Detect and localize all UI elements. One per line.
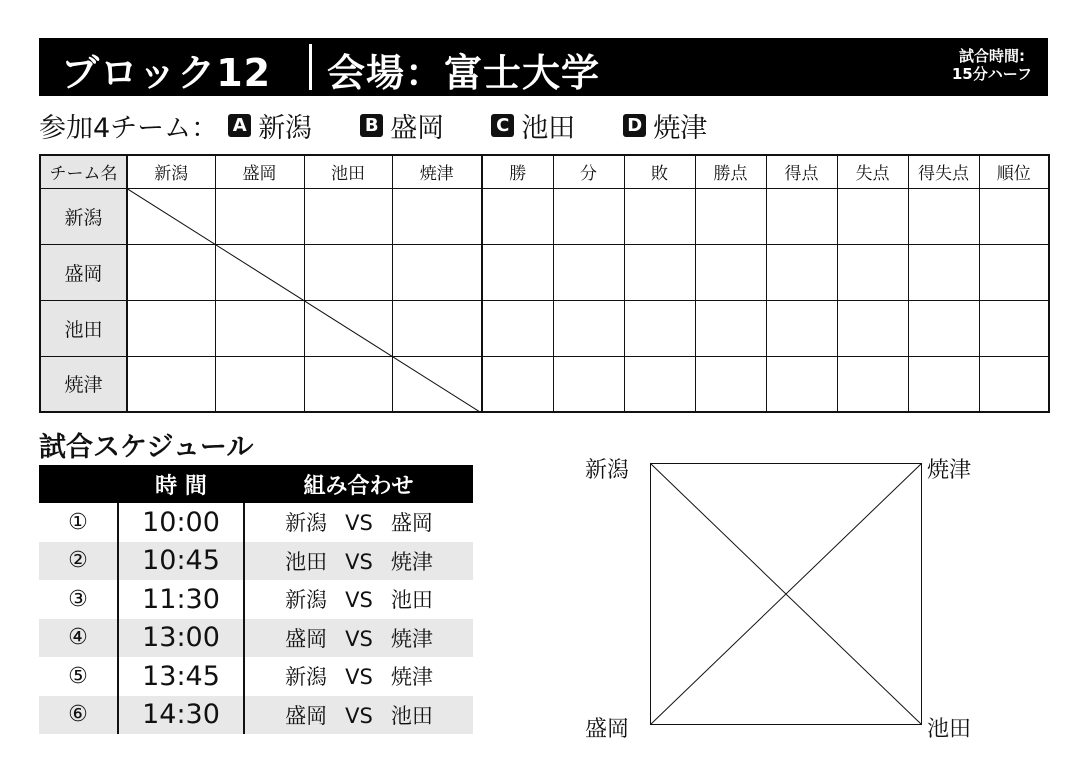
schedule-row bbox=[39, 503, 473, 542]
match-time: 13:00 bbox=[118, 619, 244, 658]
match-pairing bbox=[244, 696, 473, 735]
result-cell bbox=[215, 300, 304, 356]
match-time-note bbox=[952, 47, 1032, 83]
col-points: 勝点 bbox=[695, 155, 766, 188]
match-number: ⑤ bbox=[68, 663, 88, 689]
stat-cell bbox=[482, 244, 553, 300]
stat-cell bbox=[908, 356, 979, 412]
result-cell bbox=[127, 356, 215, 412]
away-team: 池田 bbox=[390, 703, 433, 728]
schedule-row bbox=[39, 542, 473, 581]
match-time: 10:00 bbox=[118, 503, 244, 542]
stat-cell bbox=[837, 300, 908, 356]
participants-label: 参加4チーム： bbox=[39, 112, 219, 144]
stat-cell bbox=[766, 188, 837, 244]
team-letter-badge: C bbox=[491, 114, 514, 137]
match-pairing bbox=[244, 580, 473, 619]
pairing-diagram bbox=[650, 463, 922, 725]
block-title: ブロック12 bbox=[61, 51, 272, 95]
stat-cell bbox=[482, 300, 553, 356]
stat-cell bbox=[695, 356, 766, 412]
stat-cell bbox=[624, 244, 695, 300]
col-goals-for: 得点 bbox=[766, 155, 837, 188]
schedule-row bbox=[39, 580, 473, 619]
schedule-row bbox=[39, 696, 473, 735]
schedule-title: 試合スケジュール bbox=[39, 432, 254, 463]
schedule-row bbox=[39, 657, 473, 696]
stat-cell bbox=[482, 356, 553, 412]
result-cell bbox=[215, 244, 304, 300]
stat-cell bbox=[766, 244, 837, 300]
result-cell bbox=[215, 356, 304, 412]
stat-cell bbox=[837, 356, 908, 412]
vs-label: VS bbox=[345, 549, 373, 574]
league-row bbox=[40, 244, 1049, 300]
away-team: 焼津 bbox=[390, 549, 433, 574]
home-team: 新潟 bbox=[285, 588, 328, 613]
match-time: 11:30 bbox=[118, 580, 244, 619]
header-divider bbox=[309, 44, 312, 90]
stat-cell bbox=[837, 244, 908, 300]
stat-cell bbox=[979, 244, 1049, 300]
home-team: 池田 bbox=[285, 549, 328, 574]
match-pairing bbox=[244, 657, 473, 696]
stat-cell bbox=[624, 188, 695, 244]
result-cell bbox=[304, 188, 392, 244]
match-time: 13:45 bbox=[118, 657, 244, 696]
stat-cell bbox=[979, 300, 1049, 356]
stat-cell bbox=[695, 244, 766, 300]
col-team-name: チーム名 bbox=[40, 155, 127, 188]
match-time: 10:45 bbox=[118, 542, 244, 581]
diagram-label-bottom-right: 池田 bbox=[927, 717, 972, 742]
result-cell bbox=[127, 188, 215, 244]
team-name: 焼津 bbox=[653, 112, 708, 144]
home-team: 盛岡 bbox=[285, 703, 328, 728]
match-time: 14:30 bbox=[118, 696, 244, 735]
stat-cell bbox=[979, 356, 1049, 412]
result-cell bbox=[215, 188, 304, 244]
stat-cell bbox=[837, 188, 908, 244]
col-match-number bbox=[39, 465, 118, 503]
team-name: 新潟 bbox=[258, 112, 313, 144]
league-table bbox=[39, 154, 1050, 413]
vs-label: VS bbox=[345, 665, 373, 690]
row-team-name: 新潟 bbox=[40, 188, 127, 244]
stat-cell bbox=[695, 300, 766, 356]
away-team: 盛岡 bbox=[390, 511, 433, 536]
league-row bbox=[40, 188, 1049, 244]
diagram-label-top-left: 新潟 bbox=[585, 458, 630, 483]
stat-cell bbox=[695, 188, 766, 244]
team-b bbox=[360, 106, 444, 145]
stat-cell bbox=[553, 188, 624, 244]
row-team-name: 盛岡 bbox=[40, 244, 127, 300]
col-time: 時 間 bbox=[155, 473, 207, 499]
match-time-label: 試合時間: bbox=[958, 47, 1025, 65]
vs-label: VS bbox=[345, 626, 373, 651]
schedule-row bbox=[39, 619, 473, 658]
home-team: 盛岡 bbox=[285, 626, 328, 651]
result-cell bbox=[127, 300, 215, 356]
row-team-name: 池田 bbox=[40, 300, 127, 356]
schedule-table bbox=[39, 465, 473, 734]
venue-title: 会場：富士大学 bbox=[327, 51, 601, 95]
result-cell bbox=[392, 244, 482, 300]
away-team: 焼津 bbox=[390, 665, 433, 690]
match-number: ① bbox=[68, 509, 88, 535]
vs-label: VS bbox=[345, 703, 373, 728]
team-letter-badge: B bbox=[360, 114, 383, 137]
col-goal-diff: 得失点 bbox=[908, 155, 979, 188]
stat-cell bbox=[908, 188, 979, 244]
schedule-header-row bbox=[39, 465, 473, 503]
stat-cell bbox=[553, 356, 624, 412]
diagram-label-top-right: 焼津 bbox=[927, 458, 972, 483]
away-team: 焼津 bbox=[390, 626, 433, 651]
row-team-name: 焼津 bbox=[40, 356, 127, 412]
league-header-row bbox=[40, 155, 1049, 188]
stat-cell bbox=[553, 300, 624, 356]
match-pairing bbox=[244, 542, 473, 581]
match-time-value: 15分ハーフ bbox=[951, 65, 1032, 83]
col-goals-against: 失点 bbox=[837, 155, 908, 188]
vs-label: VS bbox=[345, 511, 373, 536]
stat-cell bbox=[553, 244, 624, 300]
away-team: 池田 bbox=[390, 588, 433, 613]
diagram-label-bottom-left: 盛岡 bbox=[585, 717, 630, 742]
team-name: 池田 bbox=[521, 112, 576, 144]
result-cell bbox=[304, 244, 392, 300]
col-losses: 敗 bbox=[624, 155, 695, 188]
home-team: 新潟 bbox=[285, 665, 328, 690]
stat-cell bbox=[766, 356, 837, 412]
col-opponent: 新潟 bbox=[127, 155, 215, 188]
result-cell bbox=[304, 356, 392, 412]
result-cell bbox=[127, 244, 215, 300]
team-letter-badge: A bbox=[228, 114, 251, 137]
vs-label: VS bbox=[345, 588, 373, 613]
stat-cell bbox=[908, 300, 979, 356]
col-opponent: 焼津 bbox=[392, 155, 482, 188]
col-draws: 分 bbox=[553, 155, 624, 188]
match-number: ② bbox=[68, 548, 88, 574]
stat-cell bbox=[624, 356, 695, 412]
stat-cell bbox=[624, 300, 695, 356]
match-number: ⑥ bbox=[68, 702, 88, 728]
match-pairing bbox=[244, 503, 473, 542]
match-number: ④ bbox=[68, 625, 88, 651]
stat-cell bbox=[979, 188, 1049, 244]
team-d bbox=[623, 106, 707, 145]
col-wins: 勝 bbox=[482, 155, 553, 188]
team-name: 盛岡 bbox=[390, 112, 445, 144]
col-opponent: 盛岡 bbox=[215, 155, 304, 188]
match-pairing bbox=[244, 619, 473, 658]
result-cell bbox=[392, 188, 482, 244]
match-number: ③ bbox=[68, 586, 88, 612]
team-a bbox=[228, 106, 312, 145]
col-pairing: 組み合わせ bbox=[303, 473, 414, 499]
result-cell bbox=[304, 300, 392, 356]
team-letter-badge: D bbox=[623, 114, 646, 137]
participants-line bbox=[39, 108, 707, 142]
team-c bbox=[491, 106, 575, 145]
stat-cell bbox=[482, 188, 553, 244]
col-opponent: 池田 bbox=[304, 155, 392, 188]
col-rank: 順位 bbox=[979, 155, 1049, 188]
home-team: 新潟 bbox=[285, 511, 328, 536]
league-row bbox=[40, 300, 1049, 356]
result-cell bbox=[392, 356, 482, 412]
stat-cell bbox=[766, 300, 837, 356]
result-cell bbox=[392, 300, 482, 356]
stat-cell bbox=[908, 244, 979, 300]
league-row bbox=[40, 356, 1049, 412]
header-bar bbox=[39, 38, 1048, 96]
